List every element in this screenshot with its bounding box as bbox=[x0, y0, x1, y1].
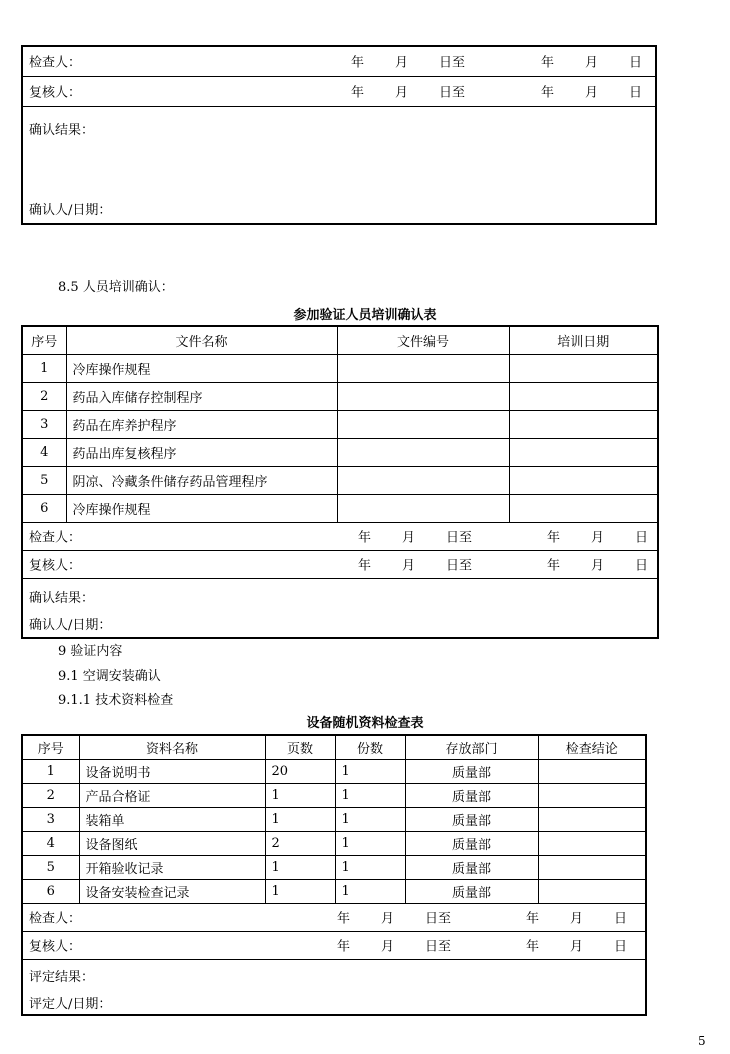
table-row: 4 设备图纸 2 1 质量部 bbox=[22, 831, 646, 855]
reviewer-label: 复核人： bbox=[29, 558, 82, 574]
docs-table-title: 设备随机资料检查表 bbox=[306, 716, 424, 731]
training-result-cell bbox=[22, 578, 658, 638]
result-label: 确认结果： bbox=[29, 590, 95, 606]
checker-label: 检查人： bbox=[29, 911, 82, 927]
reviewer-row: 复核人： 年 月 日至 年 月 日 bbox=[22, 76, 656, 106]
training-reviewer-row: 复核人： 年 月 日至 年 月 日 bbox=[22, 550, 658, 578]
checker-label: 检查人： bbox=[29, 55, 82, 71]
table-row: 3 装箱单 1 1 质量部 bbox=[22, 807, 646, 831]
table-row: 2 药品入库储存控制程序 bbox=[22, 382, 658, 410]
section-8-5-heading: 8.5 人员培训确认： bbox=[58, 280, 174, 295]
checker-label: 检查人： bbox=[29, 530, 82, 546]
table-row: 2 产品合格证 1 1 质量部 bbox=[22, 783, 646, 807]
table-row: 1 设备说明书 20 1 质量部 bbox=[22, 759, 646, 783]
table-row: 4 药品出库复核程序 bbox=[22, 438, 658, 466]
docs-checker-row: 检查人： 年 月 日至 年 月 日 bbox=[22, 903, 646, 931]
table-row: 5 开箱验收记录 1 1 质量部 bbox=[22, 855, 646, 879]
result-cell bbox=[22, 106, 656, 224]
reviewer-label: 复核人： bbox=[29, 939, 82, 955]
result-label: 确认结果： bbox=[29, 122, 95, 138]
table-row: 1 冷库操作规程 bbox=[22, 354, 658, 382]
docs-table-header: 序号 资料名称 页数 份数 存放部门 检查结论 bbox=[22, 735, 646, 759]
table-row: 6 设备安装检查记录 1 1 质量部 bbox=[22, 879, 646, 903]
docs-reviewer-row: 复核人： 年 月 日至 年 月 日 bbox=[22, 931, 646, 959]
confirmer-label: 评定人/日期： bbox=[29, 996, 112, 1012]
training-table-title: 参加验证人员培训确认表 bbox=[293, 308, 437, 323]
training-table-header: 序号 文件名称 文件编号 培训日期 bbox=[22, 326, 658, 354]
section-9-1-1-heading: 9.1.1 技术资料检查 bbox=[58, 693, 174, 708]
section-9-heading: 9 验证内容 bbox=[58, 644, 123, 659]
section-9-1-heading: 9.1 空调安装确认 bbox=[58, 669, 161, 684]
page-number: 5 bbox=[698, 1034, 706, 1048]
table-row: 5 阴凉、冷藏条件储存药品管理程序 bbox=[22, 466, 658, 494]
confirmer-label: 确认人/日期： bbox=[29, 617, 112, 633]
confirmer-label: 确认人/日期： bbox=[29, 202, 112, 218]
docs-table bbox=[21, 734, 647, 1016]
table-row: 3 药品在库养护程序 bbox=[22, 410, 658, 438]
docs-result-cell bbox=[22, 959, 646, 1015]
top-signoff-table bbox=[21, 45, 657, 225]
table-row: 6 冷库操作规程 bbox=[22, 494, 658, 522]
training-table bbox=[21, 325, 659, 639]
checker-row: 检查人： 年 月 日至 年 月 日 bbox=[22, 46, 656, 76]
reviewer-label: 复核人： bbox=[29, 85, 82, 101]
result-label: 评定结果： bbox=[29, 969, 95, 985]
training-checker-row: 检查人： 年 月 日至 年 月 日 bbox=[22, 522, 658, 550]
